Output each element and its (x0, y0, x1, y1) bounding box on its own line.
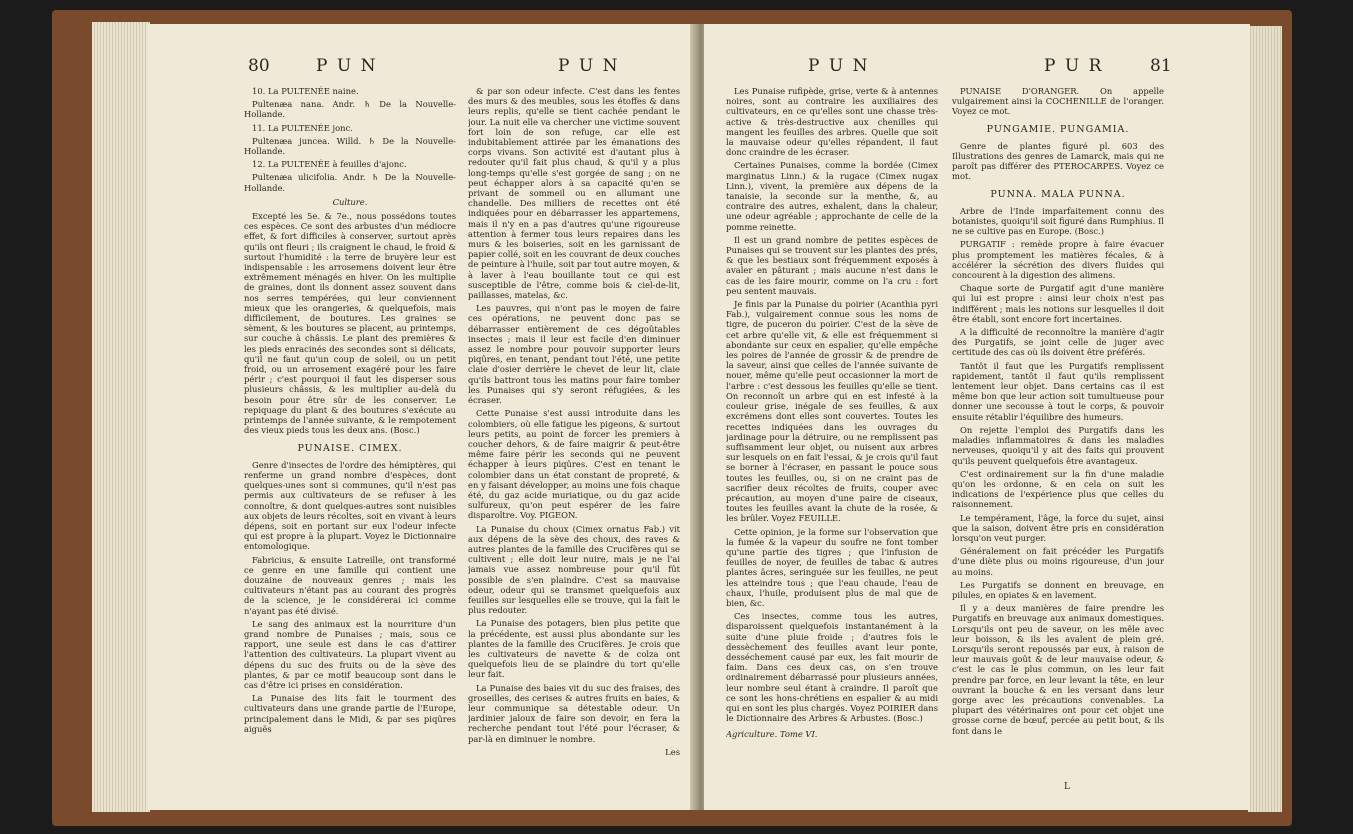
paragraph: Arbre de l'Inde imparfaitement connu des botanistes, quoiqu'il soit figuré dans Rumphius. Il ne se cultive pas en Europe. (Bosc.) (952, 205, 1164, 237)
paragraph: Tantôt il faut que les Purgatifs remplissent rapidement, tantôt il faut qu'ils remplissent lentement leur objet. Dans certains cas il est même bon que leur action soit tumultueuse pour donner une secousse à tout le corps, & pouvoir ensuite rétablir l'équilibre des humeurs. (952, 360, 1164, 422)
running-head-right: P U R (1044, 56, 1104, 76)
paragraph: Ces insectes, comme tous les autres, disparoissent quelquefois instantanément à la suite d'une pluie froide ; d'autres fois le dessèchement des feuilles avant leur ponte, desséchement causé par eux, les fait mourir de faim. Dans ces deux cas, on s'en trouve ordinairement débarrassé pour plusieurs années, leur nombre seul étant à craindre. Il paroît que ce sont les hons-chrétiens en espalier & au midi qui en sont les plus chargés. Voyez POIRIER dans le Dictionnaire des Arbres & Arbustes. (Bosc.) (726, 611, 938, 724)
entry-heading: PUNNA. MALA PUNNA. (990, 188, 1126, 200)
paragraph: Les Punaise rufipède, grise, verte & à antennes noires, sont au contraire les auxiliaires des cultivateurs, en ce qu'elles sont une chasse très-active & très-destructive aux chenilles qui mangent les feuilles des arbres. Quelle que soit la mauvaise odeur qu'elles répandent, il faut donc craindre de les écraser. (726, 86, 938, 158)
paragraph: Le sang des animaux est la nourriture d'un grand nombre de Punaises ; mais, sous ce rapport, une seule est dans le cas d'attirer l'attention des cultivateurs. La plupart vivent au dépens du suc des fruits ou de la sève des plantes, & par ce motif beaucoup sont dans le cas d'être ici prises en considération. (244, 618, 456, 690)
signature-mark: L (1064, 782, 1070, 792)
paragraph: Excepté les 5e. & 7e., nous possédons toutes ces espèces. Ce sont des arbustes d'un médiocre effet, & fort difficiles à conserver, surtout après qu'ils ont fleuri ; ils craignent le chaud, le froid & surtout l'humidité : la terre de bruyère leur est indispensable : les arrosemens doivent leur être extrêmement ménagés en hiver. On les multiplie de graines, dont ils donnent assez souvent dans nos serres tempérées, qui leur conviennent mieux que les orangeries, & quelquefois, mais difficilement, de boutures. Les graines se sèment, & les boutures se placent, au printemps, sur couche à châssis. Le plant des premières & les pieds enracinés des secondes sont si délicats, qu'il ne faut qu'un coup de soleil, ou un petit froid, ou un arrosement exagéré pour les faire périr ; c'est pourquoi il faut les disperser sous plusieurs châssis, & les multiplier au-delà du besoin pour être sûr de les conserver. Le repiquage du plant & des boutures s'exécute au printemps de l'année suivante, & le rempotement des vieux pieds tous les deux ans. (Bosc.) (244, 211, 456, 436)
running-head-right: P U N (558, 56, 620, 76)
paragraph: Chaque sorte de Purgatif agit d'une manière qui lui est propre : ainsi leur choix n'est pas indifférent ; mais les notions sur lesquelles il doit être établi, sont encore fort incertaines. (952, 283, 1164, 324)
paragraph: PUNAISE D'ORANGER. On appelle vulgairement ainsi la COCHENILLE de l'oranger. Voyez ce mot. (952, 86, 1164, 117)
entry-heading: PUNAISE. CIMEX. (297, 442, 403, 454)
paragraph: A la difficulté de reconnoître la manière d'agir des Purgatifs, se joint celle de juger avec certitude des cas où ils doivent être préférés. (952, 327, 1164, 358)
running-head-left: P U N (316, 56, 378, 76)
paragraph: Cette opinion, je la forme sur l'observation que la fumée & la vapeur du soufre ne font tomber qu'une partie des tigres ; que l'infusion de feuilles de noyer, de feuilles de tabac & autres plantes âcres, seringuée sur les feuilles, ne peut les atteindre tous ; que l'eau chaude, l'eau de chaux, l'huile, produisent plus de mal que de bien, &c. (726, 526, 938, 608)
text-column-2 (468, 86, 680, 786)
paragraph: Pultenæa nana. Andr. ♄ De la Nouvelle-Hollande. (244, 99, 456, 120)
paragraph: C'est ordinairement sur la fin d'une maladie qu'on les ordonne, & en cela on suit les indications de l'expérience plus que celles du raisonnement. (952, 468, 1164, 510)
paragraph: Genre d'insectes de l'ordre des hémiptères, qui renferme un grand nombre d'espèces, dont quelques-unes sont si communes, qu'il n'est pas permis aux cultivateurs de se refuser à les connoître, & dont quelques-autres sont nuisibles aux objets de leurs récoltes, soit en vivant à leurs dépens, soit en portant sur eux l'odeur infecte qui est propre à la plupart. Voyez le Dictionnaire entomologique. (244, 459, 456, 552)
paragraph: La Punaise des baies vit du suc des fraises, des groseilles, des cerises & autres fruits en baies, & leur communique sa détestable odeur. Un jardinier jaloux de faire son devoir, en fera la recherche pendant tout l'été pour l'écraser, & par-là en diminuer le nombre. (468, 682, 680, 744)
text-column-1 (244, 86, 456, 786)
page-number: 81 (1150, 56, 1172, 76)
paragraph: La Punaise du choux (Cimex ornatus Fab.) vit aux dépens de la sève des choux, des raves & autres plantes de la famille des Crucifères qui se cultivent ; elle doit leur nuire, mais je ne l'ai jamais vue assez nombreuse pour qu'il fût possible de s'en plaindre. C'est sa mauvaise odeur, odeur qui se transmet quelquefois aux feuilles sur lesquelles elle se trouve, qui la fait le plus redouter. (468, 523, 680, 616)
paragraph: Pultenæa ulicifolia. Andr. ♄ De la Nouvelle-Hollande. (244, 172, 456, 193)
paragraph: Les Purgatifs se donnent en breuvage, en pilules, en opiates & en lavement. (952, 579, 1164, 600)
paragraph: On rejette l'emploi des Purgatifs dans les maladies inflammatoires & dans les maladies nerveuses, quoiqu'il y ait des faits qui prouvent qu'ils peuvent quelquefois être avantageux. (952, 424, 1164, 466)
paragraph: Pultenæa juncea. Willd. ♄ De la Nouvelle-Hollande. (244, 135, 456, 157)
catchword: Les (665, 746, 680, 757)
paragraph: 11. La PULTENÉE jonc. (252, 122, 353, 133)
footer-line: Agriculture. Tome VI. (726, 729, 818, 740)
paragraph: La Punaise des potagers, bien plus petite que la précédente, est aussi plus abondante sur les plantes de la famille des Crucifères. Je crois que les cultivateurs de navette & de colza ont quelquefois lieu de se plaindre du tort qu'elle leur fait. (468, 618, 680, 680)
page-edges-right (1248, 26, 1282, 812)
right-page (704, 24, 1250, 810)
paragraph: Il y a deux manières de faire prendre les Purgatifs en breuvage aux animaux domestiques. Lorsqu'ils ont peu de saveur, on les mêle avec leur boisson, & ils les avalent de plein gré. Lorsqu'ils seront repoussés par eux, à raison de leur mauvais goût & de leur mauvaise odeur, & c'est le cas le plus commun, on les leur fait prendre par force, en leur levant la tête, en leur ouvrant la bouche & en les versant dans leur gorge avec les précautions convenables. La plupart des vétérinaires ont pour cet objet une grosse corne de bœuf, percée au petit bout, & ils font dans le (952, 603, 1164, 736)
section-heading: Culture. (332, 196, 368, 207)
running-head-left: P U N (808, 56, 870, 76)
paragraph: La Punaise des lits fait le tourment des cultivateurs dans une grande partie de l'Europe, principalement dans le Midi, & par ses piqûres aiguës (244, 693, 456, 734)
page-number: 80 (248, 56, 270, 76)
text-column-2 (952, 86, 1164, 786)
paragraph: Il est un grand nombre de petites espèces de Punaises qui se trouvent sur les plantes des prés, & que les bestiaux sont fréquemment exposés à avaler en pâturant ; mais aucune n'est dans le cas de les faire mourir, comme on l'a cru : fort peu sentent mauvais. (726, 234, 938, 296)
paragraph: Cette Punaise s'est aussi introduite dans les colombiers, où elle fatigue les pigeons, & surtout leurs petits, au point de forcer les premiers à coucher dehors, & de faire maigrir & peut-être même faire périr les seconds qui ne peuvent échapper à leurs piqûres. C'est en tenant le colombier dans un état constant de propreté, & en y faisant développer, au moins une fois chaque été, du gaz acide muriatique, ou du gaz acide sulfureux, qu'on peut espérer de les faire disparoître. Voy. PIGEON. (468, 408, 680, 521)
paragraph: & par son odeur infecte. C'est dans les fentes des murs & des meubles, sous les étoffes & dans leurs replis, qu'elle se tient cachée pendant le jour. La nuit elle va chercher une victime souvent fort loin de son refuge, car elle est indubitablement attirée par les émanations des corps vivans. Son activité est d'autant plus à redouter qu'il fait plus chaud, & qu'il y a plus long-temps qu'elle s'est gorgée de sang ; on ne peut échapper alors à sa capacité qu'en se privant de sommeil ou en allumant une chandelle. Des milliers de recettes ont été indiquées pour en débarrasser les appartemens, mais il n'y en a pas d'autres qu'une rigoureuse attention à fermer tous leurs repaires dans les murs & les boiseries, soit en les garnissant de papier collé, soit en les couvrant de deux couches de peinture à l'huile, soit par tout autre moyen, & à laver à l'eau bouillante tout ce qui est susceptible de l'être, comme bois & ciel-de-lit, paillasses, matelas, &c. (468, 86, 680, 301)
paragraph: PURGATIF : remède propre à faire évacuer plus promptement les matières fécales, & à accélérer la sécrétion des divers fluides qui concourent à la digestion des alimens. (952, 239, 1164, 281)
paragraph: Je finis par la Punaise du poirier (Acanthia pyri Fab.), vulgairement connue sous les noms de tigre, de puceron du poirier. C'est de la sève de cet arbre qu'elle vit, & elle est fréquemment si abondante sur ceux en espalier, qu'elle empêche les poires de l'année de grossir & de prendre de la saveur, ainsi que celles de l'année suivante de nouer, même qu'elle peut occasionner la mort de l'arbre : c'est dessous les feuilles qu'elle se tient. On reconnoît un arbre qui en est infesté à la couleur grise, inégale de ses feuilles, & aux excrémens dont elles sont couvertes. Toutes les recettes indiquées dans les ouvrages du jardinage pour la détruire, ou ne remplissent pas suffisamment leur objet, ou nuisent aux arbres sur lesquels on en fait l'essai, & je crois qu'il faut se borner à l'écraser, en passant le pouce sous toutes les feuilles, ou, si on ne craint pas de sacrifier deux récoltes de fruits, couper avec précaution, au moyen d'une paire de ciseaux, toutes les feuilles avant la chute de la rosée, & les brûler. Voyez FEUILLE. (726, 299, 938, 524)
paragraph: 12. La PULTENÉE à feuilles d'ajonc. (252, 159, 407, 170)
paragraph: Certaines Punaises, comme la bordée (Cimex marginatus Linn.) & la rugace (Cimex nugax Linn.), vivent, la première aux dépens de la tanaisie, la seconde sur la menthe, &, au contraire des autres, exhalent, dans la chaleur, une odeur agréable ; approchante de celle de la pomme reinette. (726, 160, 938, 232)
paragraph: Fabricius, & ensuite Latreille, ont transformé ce genre en une famille qui contient une douzaine de nouveaux genres ; mais les cultivateurs n'étant pas au courant des progrès de la science, je le considérerai ici comme n'ayant pas été divisé. (244, 554, 456, 616)
paragraph: Genre de plantes figuré pl. 603 des Illustrations des genres de Lamarck, mais qui ne paroît pas différer des PTEROCARPES. Voyez ce mot. (952, 140, 1164, 182)
paragraph: Le tempérament, l'âge, la force du sujet, ainsi que la saison, doivent être pris en considération lorsqu'on veut purger. (952, 512, 1164, 543)
left-page (148, 24, 696, 810)
page-edges-left (92, 22, 150, 812)
entry-heading: PUNGAMIE. PUNGAMIA. (986, 123, 1130, 135)
paragraph: 10. La PULTENÉE naine. (252, 86, 359, 96)
paragraph: Généralement on fait précéder les Purgatifs d'une diète plus ou moins rigoureuse, d'un jour au moins. (952, 546, 1164, 577)
text-column-1 (726, 86, 938, 786)
paragraph: Les pauvres, qui n'ont pas le moyen de faire ces opérations, ne peuvent donc pas se débarrasser entièrement de ces dégoûtables insectes ; mais il leur est facile d'en diminuer assez le nombre pour pouvoir supporter leurs piqûres, en tenant, pendant tout l'été, une petite claie d'osier derrière le chevet de leur lit, claie qu'ils battront tous les matins pour faire tomber les Punaises qui s'y seront réfugiées, & les écraser. (468, 303, 680, 406)
